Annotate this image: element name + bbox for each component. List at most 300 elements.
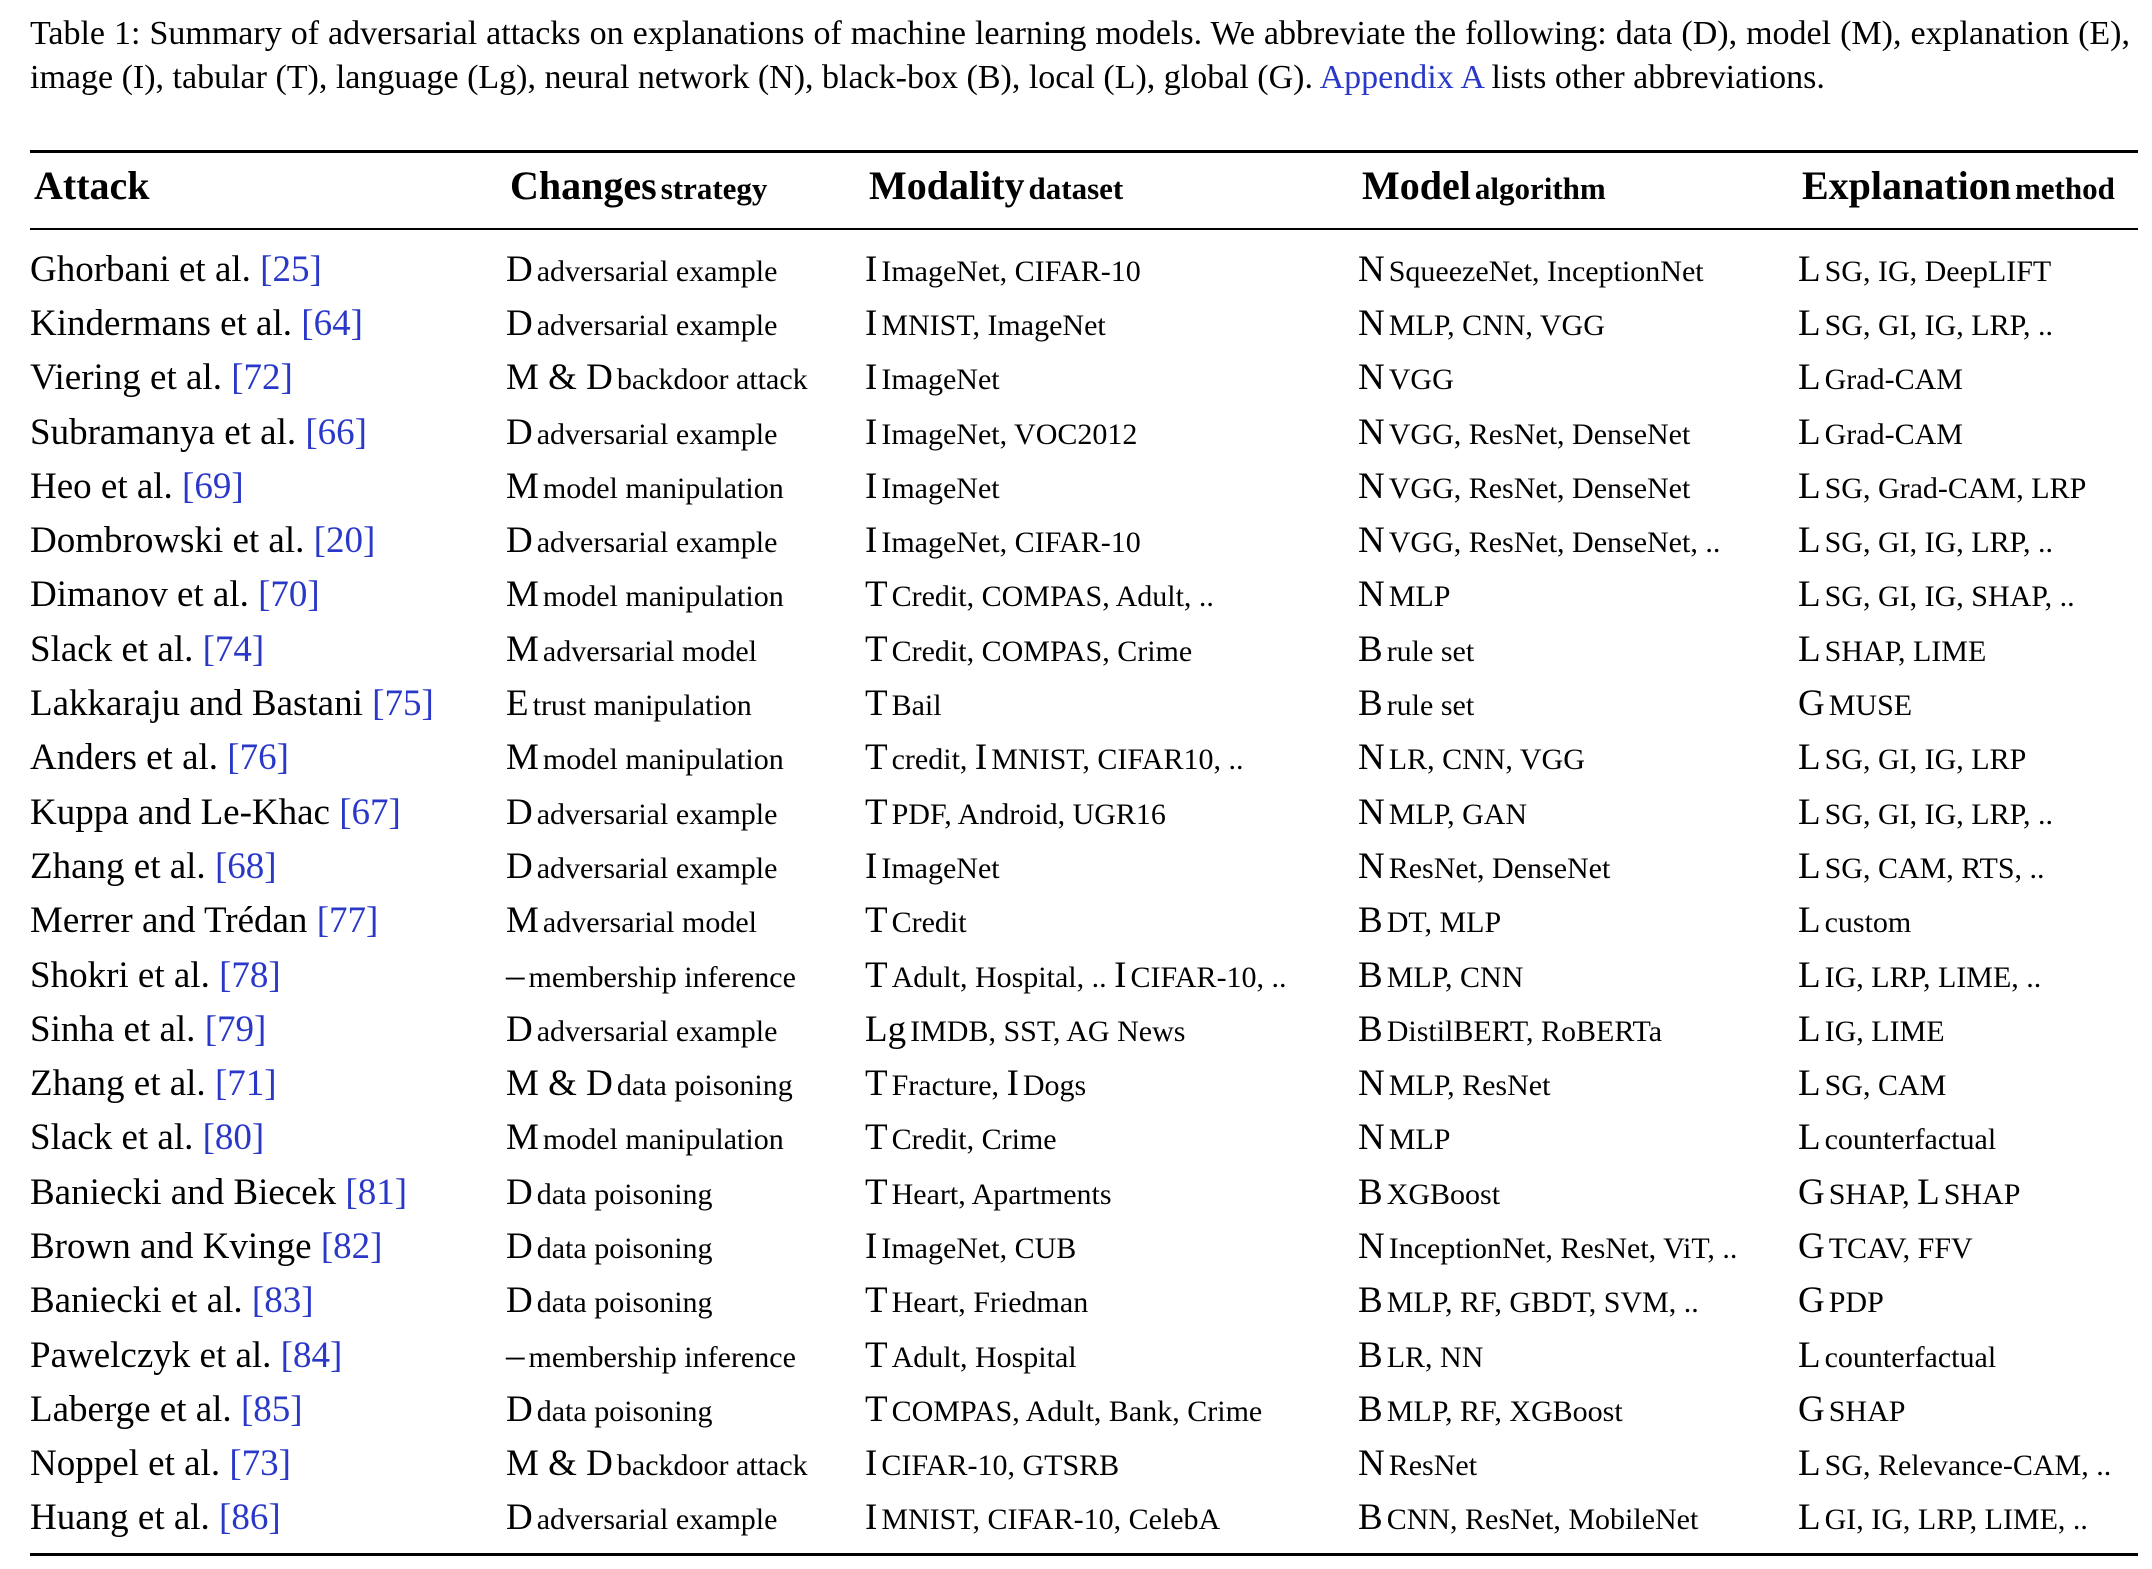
attack-authors: Noppel et al. (30, 1443, 230, 1485)
changes-detail: adversarial example (536, 308, 778, 342)
changes-detail: model manipulation (542, 1123, 784, 1157)
explanation-detail: SG, Grad-CAM, LRP (1824, 471, 2087, 505)
explanation-code: L (1798, 1443, 1821, 1485)
modality-cell (865, 1328, 1358, 1382)
attack-authors: Pawelczyk et al. (30, 1334, 281, 1376)
attack-cell (30, 948, 506, 1002)
explanation-detail: SG, GI, IG, LRP, .. (1824, 797, 2053, 831)
model-cell (1358, 894, 1798, 948)
explanation-detail: TCAV, FFV (1828, 1231, 1973, 1265)
model-code: B (1358, 1280, 1383, 1322)
modality-detail: ImageNet, CIFAR-10 (881, 526, 1141, 560)
citation-link[interactable]: [81] (345, 1171, 408, 1213)
explanation-code: L (1798, 411, 1821, 453)
explanation-code: L (1798, 574, 1821, 616)
modality-cell (865, 1002, 1358, 1056)
attack-authors: Anders et al. (30, 737, 228, 779)
table-row (30, 1382, 2138, 1436)
modality-detail: Heart, Apartments (891, 1177, 1112, 1211)
explanation-code: L (1798, 845, 1821, 887)
model-code: N (1358, 357, 1385, 399)
changes-code: M (506, 465, 539, 507)
explanation-detail: SG, GI, IG, LRP, .. (1824, 526, 2053, 560)
modality-code: I (865, 845, 878, 887)
changes-cell (506, 1056, 865, 1110)
model-code: N (1358, 465, 1385, 507)
modality-cell (865, 351, 1358, 405)
changes-cell (506, 948, 865, 1002)
model-code: B (1358, 900, 1383, 942)
modality-cell (865, 1382, 1358, 1436)
model-cell (1358, 676, 1798, 730)
modality-cell (865, 1111, 1358, 1165)
modality-code: I (974, 737, 988, 779)
attack-cell (30, 894, 506, 948)
explanation-detail: Grad-CAM (1824, 363, 1963, 397)
explanation-code: L (1798, 1063, 1821, 1105)
modality-code: Lg (865, 1008, 907, 1050)
modality-detail: COMPAS, Adult, Bank, Crime (891, 1394, 1263, 1428)
modality-detail: Credit, COMPAS, Crime (891, 634, 1193, 668)
modality-code: T (865, 1171, 888, 1213)
modality-cell (865, 731, 1358, 785)
changes-code: D (506, 1008, 533, 1050)
attack-authors: Brown and Kvinge (30, 1225, 321, 1267)
table-row (30, 948, 2138, 1002)
model-detail: MLP, RF, GBDT, SVM, .. (1386, 1286, 1699, 1320)
model-code: N (1358, 1063, 1385, 1105)
modality-detail: credit, (891, 743, 975, 777)
attack-cell (30, 1328, 506, 1382)
model-detail: InceptionNet, ResNet, ViT, .. (1388, 1231, 1738, 1265)
modality-cell (865, 1056, 1358, 1110)
citation-link[interactable]: [67] (339, 791, 401, 833)
model-cell (1358, 948, 1798, 1002)
explanation-code: G (1798, 683, 1825, 725)
explanation-detail: SG, GI, IG, SHAP, .. (1824, 580, 2075, 614)
bottom-rule (30, 1553, 2138, 1556)
attack-authors: Slack et al. (30, 628, 203, 670)
modality-cell (865, 513, 1358, 567)
citation-link[interactable]: [78] (219, 954, 281, 996)
modality-code: T (865, 574, 888, 616)
changes-cell (506, 1274, 865, 1328)
table-caption (30, 12, 2130, 100)
explanation-detail: SG, GI, IG, LRP, .. (1824, 308, 2053, 342)
model-cell (1358, 1491, 1798, 1545)
model-detail: MLP, ResNet (1388, 1069, 1551, 1103)
model-code: B (1358, 628, 1383, 670)
modality-code: T (865, 737, 888, 779)
attack-authors: Dombrowski et al. (30, 520, 314, 562)
modality-code: T (865, 900, 888, 942)
citation-link[interactable]: [83] (251, 1280, 314, 1322)
changes-cell (506, 1437, 865, 1491)
changes-code: E (506, 683, 529, 725)
explanation-cell (1798, 1111, 2138, 1165)
changes-cell (506, 568, 865, 622)
attack-cell (30, 513, 506, 567)
modality-code: T (865, 791, 888, 833)
citation-link[interactable]: [76] (227, 737, 289, 779)
table-row (30, 1219, 2138, 1273)
changes-code: D (506, 1280, 533, 1322)
changes-code: D (506, 1388, 533, 1430)
modality-cell (865, 785, 1358, 839)
citation-link[interactable]: [64] (301, 302, 363, 344)
citation-link[interactable]: [66] (305, 411, 368, 453)
changes-detail: adversarial example (536, 417, 778, 451)
header-model: Model algorithm (1362, 163, 1606, 208)
modality-detail: MNIST, CIFAR10, .. (991, 743, 1244, 777)
explanation-cell (1798, 1056, 2138, 1110)
model-code: B (1358, 1334, 1383, 1376)
modality-code: I (865, 302, 878, 344)
table-row (30, 1111, 2138, 1165)
explanation-cell (1798, 894, 2138, 948)
model-detail: rule set (1386, 689, 1475, 723)
model-cell (1358, 351, 1798, 405)
citation-link[interactable]: [73] (229, 1443, 291, 1485)
model-cell (1358, 1056, 1798, 1110)
table-row (30, 1056, 2138, 1110)
table-row (30, 1002, 2138, 1056)
changes-cell (506, 405, 865, 459)
explanation-detail: SG, CAM, RTS, .. (1824, 851, 2045, 885)
modality-detail: Dogs (1022, 1069, 1087, 1103)
attack-cell (30, 1056, 506, 1110)
explanation-cell (1798, 1274, 2138, 1328)
citation-link[interactable]: [77] (316, 900, 379, 942)
modality-detail: Bail (891, 689, 942, 723)
explanation-cell (1798, 1382, 2138, 1436)
table-row (30, 622, 2138, 676)
explanation-code: L (1917, 1171, 1940, 1213)
model-detail: SqueezeNet, InceptionNet (1388, 254, 1704, 288)
modality-code: T (865, 683, 888, 725)
changes-cell (506, 785, 865, 839)
explanation-code: L (1798, 357, 1821, 399)
header-attack: Attack (34, 163, 150, 208)
model-cell (1358, 1111, 1798, 1165)
model-detail: MLP, GAN (1388, 797, 1528, 831)
explanation-detail: SG, IG, DeepLIFT (1824, 254, 2052, 288)
explanation-code: L (1798, 520, 1821, 562)
modality-detail: ImageNet (881, 851, 1000, 885)
attack-cell (30, 1219, 506, 1273)
changes-code: D (506, 411, 533, 453)
model-cell (1358, 839, 1798, 893)
explanation-code: L (1798, 465, 1821, 507)
model-detail: MLP (1388, 1123, 1451, 1157)
changes-cell (506, 676, 865, 730)
explanation-code: G (1798, 1171, 1825, 1213)
attack-authors: Laberge et al. (30, 1388, 241, 1430)
changes-detail: adversarial example (536, 1503, 778, 1537)
changes-cell (506, 1382, 865, 1436)
model-detail: MLP, CNN (1386, 960, 1524, 994)
modality-detail: ImageNet, VOC2012 (881, 417, 1138, 451)
caption-tail: lists other abbreviations. (1483, 59, 1825, 96)
explanation-cell (1798, 948, 2138, 1002)
model-code: N (1358, 737, 1385, 779)
citation-link[interactable]: [75] (372, 683, 434, 725)
explanation-cell (1798, 839, 2138, 893)
explanation-code: L (1798, 302, 1821, 344)
table-row (30, 405, 2138, 459)
changes-code: M & D (506, 357, 613, 399)
explanation-detail: SHAP, LIME (1824, 634, 1987, 668)
appendix-link[interactable]: Appendix A (1319, 59, 1484, 96)
attack-authors: Subramanya et al. (30, 411, 306, 453)
model-code: N (1358, 791, 1385, 833)
modality-detail: Adult, Hospital, .. (891, 960, 1115, 994)
model-code: N (1358, 411, 1385, 453)
model-detail: DistilBERT, RoBERTa (1386, 1014, 1663, 1048)
explanation-code: L (1798, 248, 1821, 290)
citation-link[interactable]: [82] (320, 1225, 383, 1267)
attack-cell (30, 242, 506, 296)
model-cell (1358, 1274, 1798, 1328)
table-row (30, 785, 2138, 839)
attack-authors: Dimanov et al. (30, 574, 259, 616)
caption-text: Table 1: Summary of adversarial attacks on explanations of machine learning models. We abbreviate the following: data (D), model (M), explanation (E), image (I), tabular (T), language (Lg), neural network (N), black-box (B), local (L), global (G). (30, 15, 2130, 96)
attack-authors: Baniecki and Biecek (30, 1171, 346, 1213)
attack-cell (30, 1382, 506, 1436)
citation-link[interactable]: [85] (240, 1388, 303, 1430)
changes-detail: membership inference (528, 960, 796, 994)
changes-code: D (506, 1171, 533, 1213)
changes-cell (506, 622, 865, 676)
changes-cell (506, 296, 865, 350)
model-code: B (1358, 683, 1383, 725)
model-code: N (1358, 302, 1385, 344)
attack-authors: Ghorbani et al. (30, 248, 261, 290)
changes-cell (506, 351, 865, 405)
attack-cell (30, 1002, 506, 1056)
explanation-detail: SG, CAM (1824, 1069, 1947, 1103)
attack-cell (30, 731, 506, 785)
explanation-detail: SG, Relevance-CAM, .. (1824, 1449, 2112, 1483)
explanation-detail: MUSE (1828, 689, 1913, 723)
explanation-code: G (1798, 1388, 1825, 1430)
citation-link[interactable]: [74] (202, 628, 265, 670)
changes-code: D (506, 520, 533, 562)
attack-authors: Kuppa and Le-Khac (30, 791, 340, 833)
modality-code: T (865, 954, 888, 996)
model-code: B (1358, 1171, 1383, 1213)
model-cell (1358, 622, 1798, 676)
explanation-detail: SHAP, (1828, 1177, 1918, 1211)
explanation-cell (1798, 459, 2138, 513)
explanation-detail: custom (1824, 906, 1912, 940)
explanation-cell (1798, 1165, 2138, 1219)
attack-authors: Baniecki et al. (30, 1280, 252, 1322)
model-code: B (1358, 1008, 1383, 1050)
attack-authors: Slack et al. (30, 1117, 203, 1159)
changes-code: M (506, 574, 539, 616)
table-row (30, 1165, 2138, 1219)
model-detail: VGG, ResNet, DenseNet (1388, 471, 1691, 505)
table-row (30, 1274, 2138, 1328)
explanation-cell (1798, 1002, 2138, 1056)
changes-cell (506, 839, 865, 893)
model-detail: DT, MLP (1386, 906, 1502, 940)
attack-cell (30, 1437, 506, 1491)
modality-detail: MNIST, CIFAR-10, CelebA (881, 1503, 1221, 1537)
explanation-cell (1798, 622, 2138, 676)
attack-cell (30, 568, 506, 622)
changes-cell (506, 459, 865, 513)
attack-cell (30, 351, 506, 405)
model-cell (1358, 1328, 1798, 1382)
modality-cell (865, 568, 1358, 622)
model-detail: XGBoost (1386, 1177, 1501, 1211)
explanation-detail: counterfactual (1824, 1340, 1997, 1374)
table-row (30, 894, 2138, 948)
attack-authors: Heo et al. (30, 465, 183, 507)
explanation-cell (1798, 513, 2138, 567)
model-code: N (1358, 845, 1385, 887)
changes-detail: trust manipulation (532, 689, 752, 723)
citation-link[interactable]: [69] (182, 465, 244, 507)
model-cell (1358, 1437, 1798, 1491)
modality-detail: CIFAR-10, .. (1130, 960, 1287, 994)
attack-cell (30, 296, 506, 350)
modality-code: I (1114, 954, 1127, 996)
changes-cell (506, 894, 865, 948)
table-row (30, 676, 2138, 730)
changes-code: – (506, 1334, 525, 1376)
changes-detail: membership inference (528, 1340, 796, 1374)
model-cell (1358, 296, 1798, 350)
modality-cell (865, 1274, 1358, 1328)
attack-cell (30, 785, 506, 839)
modality-code: T (865, 1117, 888, 1159)
citation-link[interactable]: [68] (214, 845, 277, 887)
modality-cell (865, 676, 1358, 730)
modality-cell (865, 405, 1358, 459)
changes-detail: adversarial model (542, 906, 757, 940)
explanation-cell (1798, 296, 2138, 350)
explanation-code: L (1798, 1334, 1821, 1376)
citation-link[interactable]: [70] (258, 574, 320, 616)
modality-detail: ImageNet (881, 471, 1000, 505)
model-code: N (1358, 1225, 1385, 1267)
attack-authors: Zhang et al. (30, 1063, 215, 1105)
model-cell (1358, 242, 1798, 296)
citation-link[interactable]: [84] (280, 1334, 343, 1376)
citation-link[interactable]: [72] (231, 357, 293, 399)
modality-detail: Credit, Crime (891, 1123, 1057, 1157)
attack-authors: Sinha et al. (30, 1008, 205, 1050)
modality-code: I (865, 1497, 878, 1539)
modality-detail: Fracture, (891, 1069, 1007, 1103)
attack-cell (30, 676, 506, 730)
model-code: N (1358, 248, 1385, 290)
citation-link[interactable]: [20] (313, 520, 376, 562)
table-row (30, 1328, 2138, 1382)
changes-detail: adversarial model (542, 634, 757, 668)
citation-link[interactable]: [25] (260, 248, 322, 290)
explanation-cell (1798, 785, 2138, 839)
changes-cell (506, 1111, 865, 1165)
model-cell (1358, 785, 1798, 839)
changes-detail: data poisoning (616, 1069, 793, 1103)
changes-code: – (506, 954, 525, 996)
model-detail: ResNet, DenseNet (1388, 851, 1611, 885)
citation-link[interactable]: [71] (214, 1063, 277, 1105)
modality-code: T (865, 628, 888, 670)
explanation-cell (1798, 568, 2138, 622)
model-cell (1358, 1002, 1798, 1056)
changes-detail: model manipulation (542, 743, 784, 777)
changes-cell (506, 1165, 865, 1219)
citation-link[interactable]: [80] (202, 1117, 265, 1159)
attack-authors: Merrer and Trédan (30, 900, 317, 942)
citation-link[interactable]: [79] (204, 1008, 267, 1050)
changes-code: M (506, 737, 539, 779)
explanation-detail: SHAP (1828, 1394, 1906, 1428)
changes-detail: data poisoning (536, 1231, 713, 1265)
explanation-detail: Grad-CAM (1824, 417, 1963, 451)
modality-code: I (865, 1443, 878, 1485)
changes-cell (506, 513, 865, 567)
modality-cell (865, 242, 1358, 296)
changes-detail: model manipulation (542, 471, 784, 505)
attack-cell (30, 459, 506, 513)
changes-code: M & D (506, 1443, 613, 1485)
model-detail: VGG, ResNet, DenseNet, .. (1388, 526, 1721, 560)
citation-link[interactable]: [86] (219, 1497, 281, 1539)
explanation-cell (1798, 1437, 2138, 1491)
header-modality: Modality dataset (869, 163, 1124, 208)
modality-code: I (865, 357, 878, 399)
explanation-cell (1798, 1328, 2138, 1382)
explanation-code: G (1798, 1280, 1825, 1322)
attack-authors: Lakkaraju and Bastani (30, 683, 373, 725)
changes-code: D (506, 1225, 533, 1267)
changes-code: M & D (506, 1063, 613, 1105)
model-detail: MLP, CNN, VGG (1388, 308, 1605, 342)
explanation-detail: GI, IG, LRP, LIME, .. (1824, 1503, 2088, 1537)
explanation-detail: SG, GI, IG, LRP (1824, 743, 2027, 777)
model-cell (1358, 1382, 1798, 1436)
changes-detail: model manipulation (542, 580, 784, 614)
changes-code: M (506, 1117, 539, 1159)
attack-authors: Huang et al. (30, 1497, 220, 1539)
modality-code: T (865, 1334, 888, 1376)
modality-code: T (865, 1063, 888, 1105)
modality-cell (865, 1165, 1358, 1219)
header-changes: Changes strategy (510, 163, 768, 208)
modality-code: I (865, 520, 878, 562)
attack-authors: Zhang et al. (30, 845, 215, 887)
explanation-cell (1798, 731, 2138, 785)
attack-cell (30, 1165, 506, 1219)
changes-detail: adversarial example (536, 797, 778, 831)
modality-cell (865, 459, 1358, 513)
changes-detail: data poisoning (536, 1177, 713, 1211)
model-cell (1358, 731, 1798, 785)
modality-detail: Credit (891, 906, 967, 940)
changes-code: D (506, 248, 533, 290)
model-detail: LR, CNN, VGG (1388, 743, 1585, 777)
explanation-code: L (1798, 900, 1821, 942)
modality-detail: MNIST, ImageNet (881, 308, 1106, 342)
explanation-detail: PDP (1828, 1286, 1884, 1320)
explanation-detail: IG, LRP, LIME, .. (1824, 960, 2042, 994)
